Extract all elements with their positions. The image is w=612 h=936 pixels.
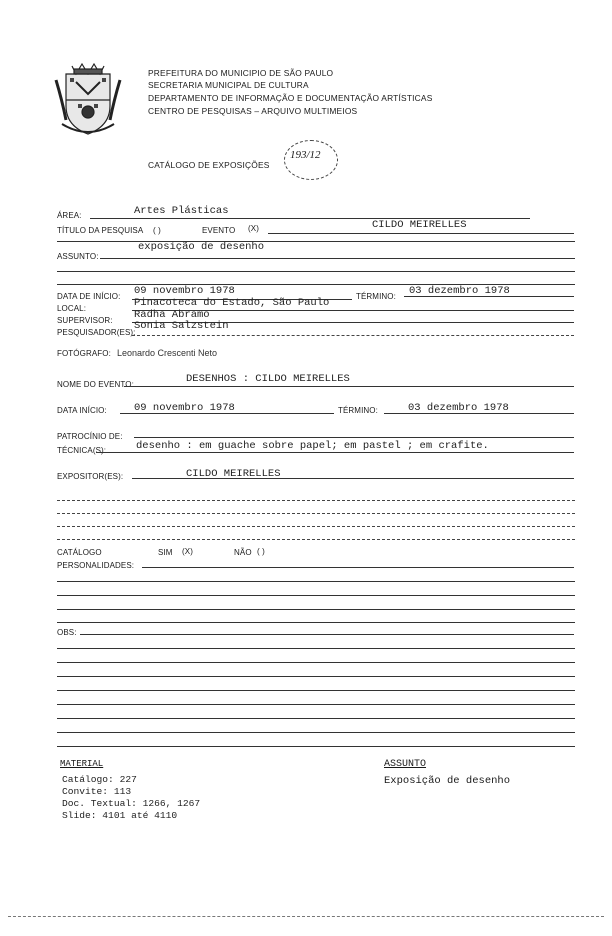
assunto-label: ASSUNTO: <box>57 252 99 261</box>
coat-of-arms-logo <box>52 60 124 138</box>
obs-line-4 <box>57 676 575 677</box>
catalog-title: CATÁLOGO DE EXPOSIÇÕES <box>148 160 270 170</box>
header-line-1: PREFEITURA DO MUNICIPIO DE SÃO PAULO <box>148 68 334 78</box>
termino2-value: 03 dezembro 1978 <box>408 402 509 414</box>
patrocinio-line <box>134 437 574 438</box>
termino-label: TÉRMINO: <box>356 292 396 301</box>
data-inicio2-label: DATA INÍCIO: <box>57 406 107 415</box>
evento-value: CILDO MEIRELLES <box>372 219 467 231</box>
obs-line-8 <box>57 732 575 733</box>
expositores-value: CILDO MEIRELLES <box>186 468 281 480</box>
bottom-edge <box>8 916 604 917</box>
obs-line-9 <box>57 746 575 747</box>
personalidades-line-4 <box>57 609 575 610</box>
termino-value: 03 dezembro 1978 <box>409 285 510 297</box>
nao-checkbox[interactable]: ( ) <box>257 547 265 556</box>
expositores-line-4 <box>57 526 575 527</box>
footer-assunto-label: ASSUNTO <box>384 759 427 770</box>
titulo-checkbox[interactable]: ( ) <box>153 226 161 235</box>
local-label: LOCAL: <box>57 304 87 313</box>
assunto-value: exposição de desenho <box>138 241 265 253</box>
catalog-number: 193/12 <box>290 149 321 161</box>
obs-label: OBS: <box>57 628 77 637</box>
personalidades-line-1 <box>142 567 574 568</box>
assunto-top-line <box>57 241 575 242</box>
material-item: Convite: 113 <box>62 786 132 797</box>
material-item: Doc. Textual: 1266, 1267 <box>62 798 201 809</box>
personalidades-label: PERSONALIDADES: <box>57 561 135 570</box>
pesquisadores-value: Sonia Salzstein <box>134 320 229 332</box>
expositores-line-5 <box>57 539 575 540</box>
tecnicas-label: TÉCNICA(S): <box>57 446 107 455</box>
obs-line-7 <box>57 718 575 719</box>
tecnicas-value: desenho : em guache sobre papel; em pastel ; em crafite. <box>136 440 489 452</box>
header-line-4: CENTRO DE PESQUISAS – ARQUIVO MULTIMEIOS <box>148 106 358 116</box>
material-item: Catálogo: 227 <box>62 774 137 785</box>
titulo-label: TÍTULO DA PESQUISA <box>57 226 144 235</box>
evento-line <box>268 233 574 234</box>
sim-checkbox[interactable]: (X) <box>182 547 193 556</box>
termino2-label: TÉRMINO: <box>338 406 378 415</box>
obs-line-5 <box>57 690 575 691</box>
expositores-line <box>132 478 574 479</box>
termino2-line <box>384 413 574 414</box>
nao-label: NÃO <box>234 548 252 557</box>
evento-checkbox[interactable]: (X) <box>248 224 259 233</box>
expositores-line-3 <box>57 513 575 514</box>
material-label: MATERIAL <box>60 759 104 769</box>
nome-evento-value: DESENHOS : CILDO MEIRELLES <box>186 373 350 385</box>
obs-line-1 <box>80 634 574 635</box>
data-inicio2-line <box>120 413 334 414</box>
data-inicio-value: 09 novembro 1978 <box>134 285 235 297</box>
termino-line <box>404 296 574 297</box>
data-inicio2-value: 09 novembro 1978 <box>134 402 235 414</box>
obs-line-3 <box>57 662 575 663</box>
pesquisadores-line <box>132 335 574 336</box>
fotografo-value: Leonardo Crescenti Neto <box>117 348 218 358</box>
personalidades-line-2 <box>57 581 575 582</box>
area-value: Artes Plásticas <box>134 205 229 217</box>
obs-line-6 <box>57 704 575 705</box>
assunto-line-2 <box>57 271 575 272</box>
personalidades-line-3 <box>57 595 575 596</box>
local-value: Pinacoteca do Estado, São Paulo <box>134 297 330 309</box>
material-item: Slide: 4101 até 4110 <box>62 810 178 821</box>
supervisor-value: Radha Abramo <box>134 309 210 321</box>
area-label: ÁREA: <box>57 211 82 220</box>
personalidades-line-5 <box>57 622 575 623</box>
obs-line-2 <box>57 648 575 649</box>
nome-evento-label: NOME DO EVENTO: <box>57 380 134 389</box>
sim-label: SIM <box>158 548 173 557</box>
patrocinio-label: PATROCÍNIO DE: <box>57 432 123 441</box>
expositores-line-2 <box>57 500 575 501</box>
expositores-label: EXPOSITOR(ES): <box>57 472 124 481</box>
header-line-3: DEPARTAMENTO DE INFORMAÇÃO E DOCUMENTAÇÃO ARTÍSTICAS <box>148 93 433 103</box>
fotografo-label: FOTÓGRAFO: <box>57 349 111 358</box>
nome-evento-line <box>124 386 574 387</box>
assunto-line-1 <box>100 258 575 259</box>
supervisor-label: SUPERVISOR: <box>57 316 113 325</box>
header-line-2: SECRETARIA MUNICIPAL DE CULTURA <box>148 80 309 90</box>
tecnicas-line <box>96 452 574 453</box>
catalogo-label: CATÁLOGO <box>57 548 102 557</box>
evento-label: EVENTO <box>202 226 236 235</box>
data-inicio-label: DATA DE INÍCIO: <box>57 292 121 301</box>
pesquisadores-label: PESQUISADOR(ES): <box>57 328 136 337</box>
footer-assunto-value: Exposição de desenho <box>384 775 511 787</box>
